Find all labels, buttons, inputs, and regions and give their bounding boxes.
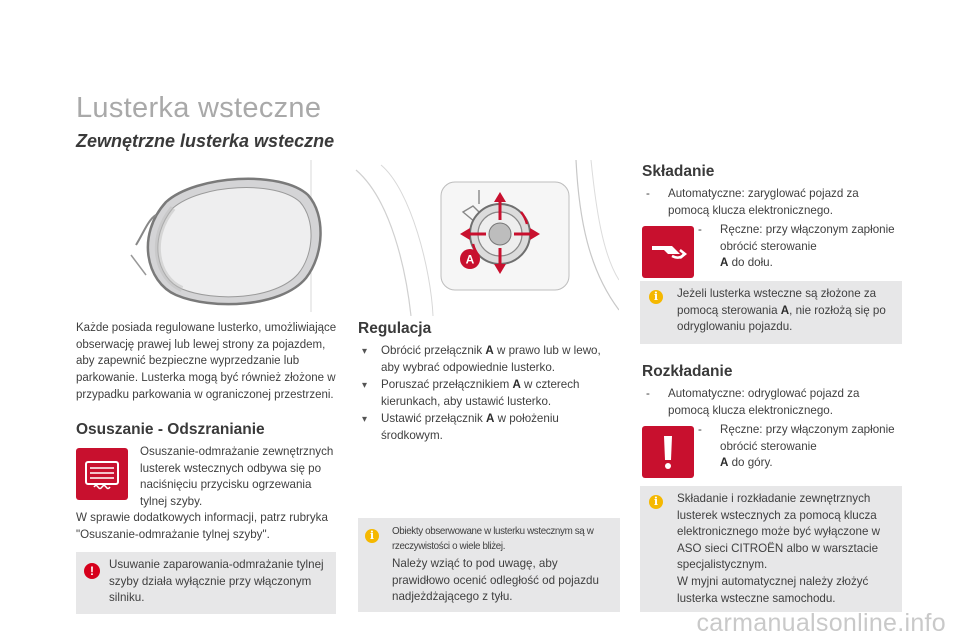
skladanie-manual: - Ręczne: przy włączonym zapłonie obrócić sterowanie A do dołu.: [698, 223, 895, 270]
warning-icon: !: [84, 563, 100, 579]
regulacja-heading: Regulacja: [358, 320, 432, 337]
rozkladanie-manual: - Ręczne: przy włączonym zapłonie obrócić sterowanie A do góry.: [698, 423, 895, 470]
watermark: carmanualsonline.info: [696, 609, 946, 637]
rozkladanie-info-text-1: Składanie i rozkładanie zewnętrznych lusterek wstecznych za pomocą klucza elektronicznego może być wyłączone w ASO sieci CITROËN albo w warsztacie specjalistycznym.: [677, 492, 880, 572]
page-subtitle: Zewnętrzne lusterka wsteczne: [76, 131, 335, 151]
info-icon: i: [649, 495, 663, 509]
bullet-icon: ▾: [362, 346, 368, 357]
bullet-icon: ▾: [362, 380, 368, 392]
mirror-unfold-icon: [642, 426, 694, 478]
defrost-description: Osuszanie-odmrażanie zewnętrznych lusterek wstecznych odbywa się po naciśnięciu przycisku ogrzewania tylnej szyby.: [140, 445, 334, 508]
mirror-switch-illustration: [351, 160, 619, 316]
regulacja-item: ▾ Obrócić przełącznik A w prawo lub w lewo, aby wybrać odpowiednie lusterko.: [362, 343, 620, 376]
rozkladanie-auto: - Automatyczne: odryglować pojazd za pomocą klucza elektronicznego.: [646, 387, 860, 417]
defrost-warning-text: Usuwanie zaparowania-odmrażanie tylnej szyby działa wyłącznie przy włączonym silniku.: [109, 558, 324, 605]
regulacja-info-main: Należy wziąć to pod uwagę, aby prawidłowo ocenić odległość od pojazdu nadjeżdżającego z tyłu.: [392, 557, 599, 604]
mirror-fold-icon: [642, 226, 694, 278]
skladanie-auto: - Automatyczne: zaryglować pojazd za pomocą klucza elektronicznego.: [646, 187, 859, 217]
switch-label-a: A: [465, 252, 475, 267]
defrost-reference: W sprawie dodatkowych informacji, patrz rubryka "Osuszanie-odmrażanie tylnej szyby".: [76, 511, 328, 541]
regulacja-list: [362, 343, 620, 446]
intro-paragraph: Każde posiada regulowane lusterko, umożliwiające obserwację prawej lub lewej strony za pojazdem, aby zapewnić bezpieczne wyprzedzanie lub parkowanie. Lusterka mogą być również złożone w przypadku parkowania w ograniczonej przestrzeni.: [76, 322, 337, 401]
bullet-icon: ▾: [362, 414, 368, 426]
info-icon: i: [365, 529, 379, 543]
regulacja-info-box: [358, 518, 620, 612]
defrost-heading: Osuszanie - Odszranianie: [76, 421, 265, 438]
info-icon: i: [649, 290, 663, 304]
rozkladanie-heading: Rozkładanie: [642, 363, 733, 380]
rozkladanie-info-box: [640, 486, 902, 612]
defrost-warning-box: [76, 552, 336, 614]
skladanie-heading: Składanie: [642, 163, 715, 180]
page-title: Lusterka wsteczne: [76, 92, 322, 124]
regulacja-info-small: Obiekty obserwowane w lusterku wstecznym są w rzeczywistości o wiele bliżej.: [392, 526, 594, 552]
rear-defrost-button-icon: [76, 448, 128, 500]
skladanie-info-box: [640, 281, 902, 344]
regulacja-item: ▾ Ustawić przełącznik A w położeniu środkowym.: [362, 411, 620, 444]
regulacja-item: ▾ Poruszać przełącznikiem A w czterech kierunkach, aby ustawić lusterko.: [362, 377, 620, 410]
mirror-illustration: [76, 160, 338, 312]
rozkladanie-info-text-2: W myjni automatycznej należy złożyć lusterka wsteczne samochodu.: [677, 575, 869, 605]
skladanie-info-text: Jeżeli lusterka wsteczne są złożone za pomocą sterowania A, nie rozłożą się po odryglowaniu pojazdu.: [677, 287, 886, 334]
